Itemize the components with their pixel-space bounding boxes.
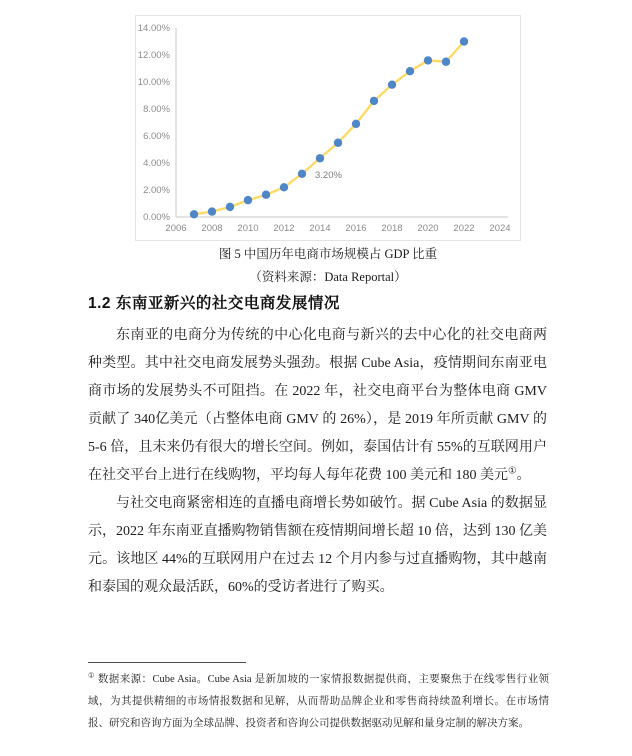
data-point-marker [460, 37, 468, 45]
y-tick-label: 0.00% [143, 212, 170, 223]
y-tick-label: 2.00% [143, 185, 170, 196]
figure-chart [135, 15, 521, 241]
y-tick-label: 12.00% [137, 50, 170, 61]
x-tick-label: 2014 [309, 223, 331, 234]
data-point-marker [262, 191, 270, 199]
text-run: 与社交电商紧密相连的直播电商增长势如破竹。据 Cube Asia 的数据显示，2022 年东南亚直播购物销售额在疫情期间增长超 10 倍，达到 130 亿美元。该地区 44%的互联网用户在过去 12 个月内参与过直播购物，其中越南和泰国的观众最活跃，60%的受访者进行了购买。 [88, 496, 547, 595]
x-tick-label: 2010 [237, 223, 259, 234]
text-run: 数据来源：Cube Asia。Cube Asia 是新加坡的一家情报数据提供商，主要聚焦于在线零售行业领域，为其提供精细的市场情报数据和见解，从而帮助品牌企业和零售商持续盈利增长。在市场情报、研究和咨询方面为全球品牌、投资者和咨询公司提供数据驱动见解和量身定制的解决方案。 [88, 674, 549, 729]
data-point-marker [334, 139, 342, 147]
data-point-marker [208, 207, 216, 215]
y-tick-label: 8.00% [143, 104, 170, 115]
x-tick-label: 2006 [165, 223, 187, 234]
data-label: 3.20% [315, 169, 342, 181]
figure-caption: 图 5 中国历年电商市场规模占 GDP 比重 [218, 247, 438, 261]
body-paragraph [88, 490, 547, 602]
y-tick-label: 14.00% [137, 23, 170, 34]
data-point-marker [244, 196, 252, 204]
data-point-marker [370, 97, 378, 105]
footnote-ref: ① [508, 466, 517, 477]
data-point-marker [226, 203, 234, 211]
data-point-marker [298, 170, 306, 178]
series-line [194, 42, 464, 215]
figure-source: （资料来源：Data Reportal） [249, 270, 407, 284]
y-tick-label: 10.00% [137, 77, 170, 88]
data-point-marker [190, 210, 198, 218]
x-tick-label: 2020 [417, 223, 439, 234]
text-run: 东南亚的电商分为传统的中心化电商与新兴的去中心化的社交电商两种类型。其中社交电商发展势头强劲。根据 Cube Asia，疫情期间东南亚电商市场的发展势头不可阻挡。在 2022 年，社交电商平台为整体电商 GMV 贡献了 340亿美元（占整体电商 GMV 的 26%），是 2019 年所贡献 GMV 的 5-6 倍，且未来仍有很大的增长空间。例如，泰国估计有 55%的互联网用户在社交平台上进行在线购物，平均每人每年花费 100 美元和 180 美元 [88, 328, 547, 483]
data-point-marker [280, 183, 288, 191]
text-run: 。 [516, 468, 531, 483]
section-heading: 1.2 东南亚新兴的社交电商发展情况 [88, 295, 340, 312]
x-tick-label: 2016 [345, 223, 367, 234]
data-point-marker [406, 67, 414, 75]
x-tick-label: 2012 [273, 223, 295, 234]
x-tick-label: 2018 [381, 223, 403, 234]
y-tick-label: 6.00% [143, 131, 170, 142]
data-point-marker [442, 58, 450, 66]
y-tick-label: 4.00% [143, 158, 170, 169]
footnote-separator [88, 662, 246, 663]
section-body [88, 322, 547, 602]
footnote [88, 669, 549, 735]
x-tick-label: 2008 [201, 223, 223, 234]
body-paragraph [88, 322, 547, 490]
x-tick-label: 2024 [489, 223, 511, 234]
data-point-marker [316, 154, 324, 162]
footnote-ref: ① [88, 671, 95, 680]
data-point-marker [388, 81, 396, 89]
gdp-share-line-chart [136, 16, 520, 240]
data-point-marker [424, 56, 432, 64]
data-point-marker [352, 120, 360, 128]
x-tick-label: 2022 [453, 223, 475, 234]
